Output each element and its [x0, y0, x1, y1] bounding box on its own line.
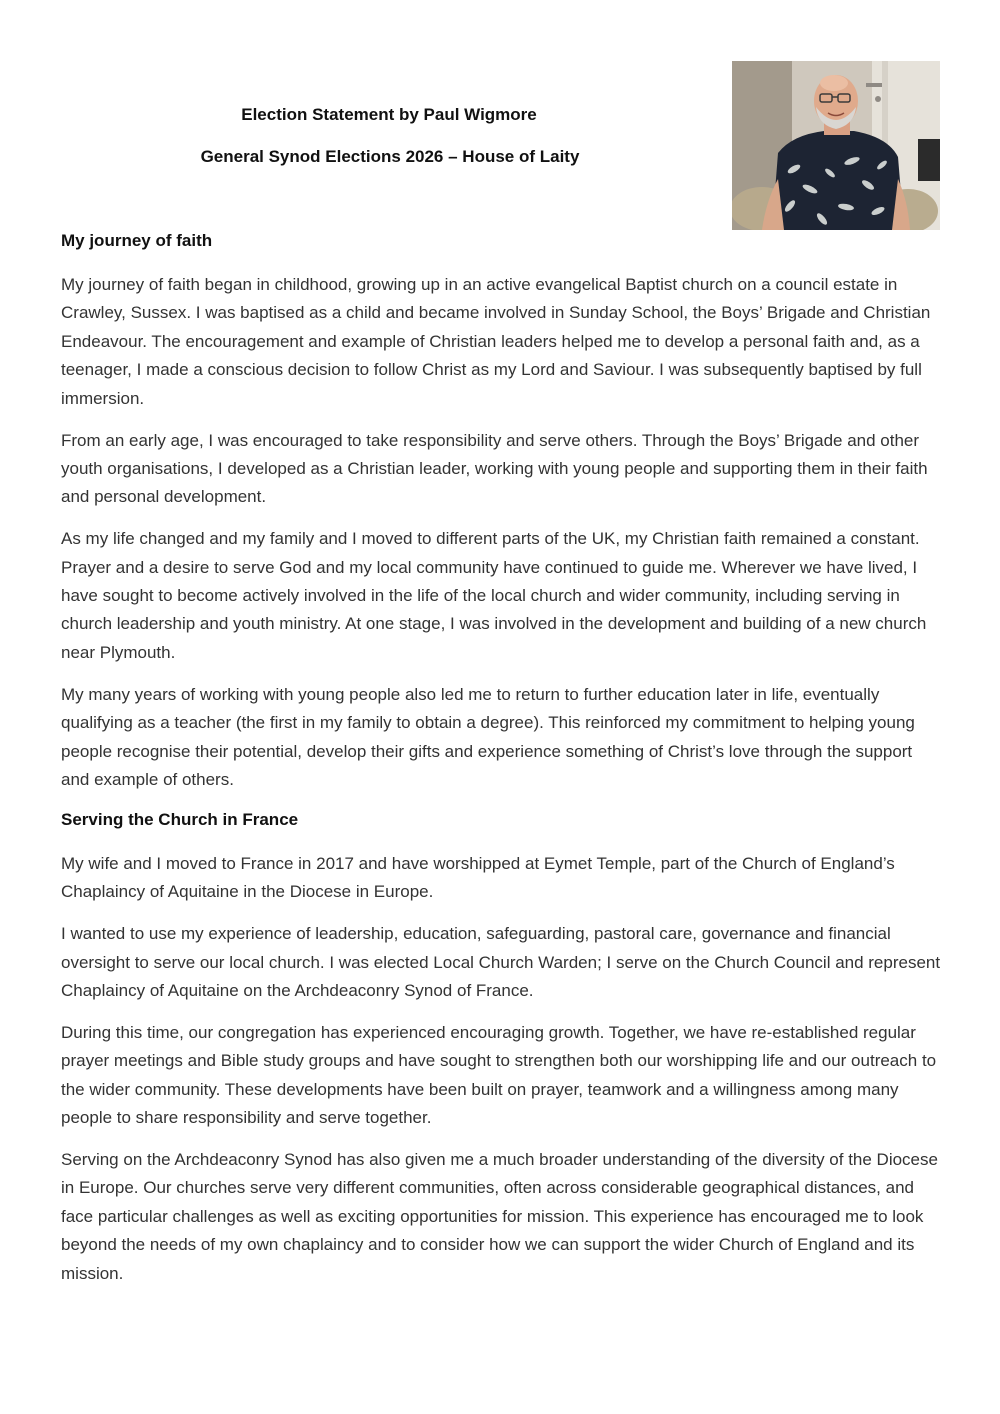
title-block [60, 103, 720, 169]
document-subtitle: General Synod Elections 2026 – House of Laity [200, 147, 580, 166]
paragraph: My wife and I moved to France in 2017 and have worshipped at Eymet Temple, part of the Church of England’s Chaplaincy of Aquitaine in the Diocese in Europe. [61, 853, 895, 902]
portrait-photo-icon [732, 61, 940, 230]
statement-body [61, 229, 943, 1302]
paragraph: From an early age, I was encouraged to take responsibility and serve others. Through the Boys’ Brigade and other youth organisations, I developed as a Christian leader, working with young people and supporting them in their faith and personal development. [61, 430, 928, 507]
portrait-photo [732, 61, 940, 230]
paragraph: During this time, our congregation has experienced encouraging growth. Together, we have re-established regular prayer meetings and Bible study groups and have sought to strengthen both our worshipping life and our outreach to the wider community. These developments have been built on prayer, teamwork and a willingness among many people to share responsibility and serve together. [61, 1022, 937, 1128]
paragraph: My many years of working with young people also led me to return to further education later in life, eventually qualifying as a teacher (the first in my family to obtain a degree). This reinforced my commitment to helping young people recognise their potential, develop their gifts and experience something of Christ’s love through the support and example of others. [61, 684, 915, 789]
section-heading-france: Serving the Church in France [61, 809, 299, 829]
document-title: Election Statement by Paul Wigmore [241, 105, 537, 124]
section-heading-journey: My journey of faith [61, 231, 213, 250]
paragraph: Serving on the Archdeaconry Synod has also given me a much broader understanding of the diversity of the Diocese in Europe. Our churches serve very different communities, often across considerable geographical distances, and face particular challenges as well as exciting opportunities for mission. This experience has encouraged me to look beyond the needs of my own chaplaincy and to consider how we can support the wider Church of England and its mission. [61, 1150, 938, 1283]
paragraph: As my life changed and my family and I moved to different parts of the UK, my Christian faith remained a constant. Prayer and a desire to serve God and my local community have continued to guide me. Wherever we have lived, I have sought to become actively involved in the life of the local church and wider community, including serving in church leadership and youth ministry. At one stage, I was involved in the development and building of a new church near Plymouth. [61, 529, 927, 662]
paragraph: My journey of faith began in childhood, growing up in an active evangelical Baptist church on a council estate in Crawley, Sussex. I was baptised as a child and became involved in Sunday School, the Boys’ Brigade and Christian Endeavour. The encouragement and example of Christian leaders helped me to develop a personal faith and, as a teenager, I made a conscious decision to follow Christ as my Lord and Saviour. I was subsequently baptised by full immersion. [61, 275, 931, 408]
paragraph: I wanted to use my experience of leadership, education, safeguarding, pastoral care, governance and financial oversight to serve our local church. I was elected Local Church Warden; I serve on the Church Council and represent Chaplaincy of Aquitaine on the Archdeaconry Synod of France. [61, 924, 941, 1001]
